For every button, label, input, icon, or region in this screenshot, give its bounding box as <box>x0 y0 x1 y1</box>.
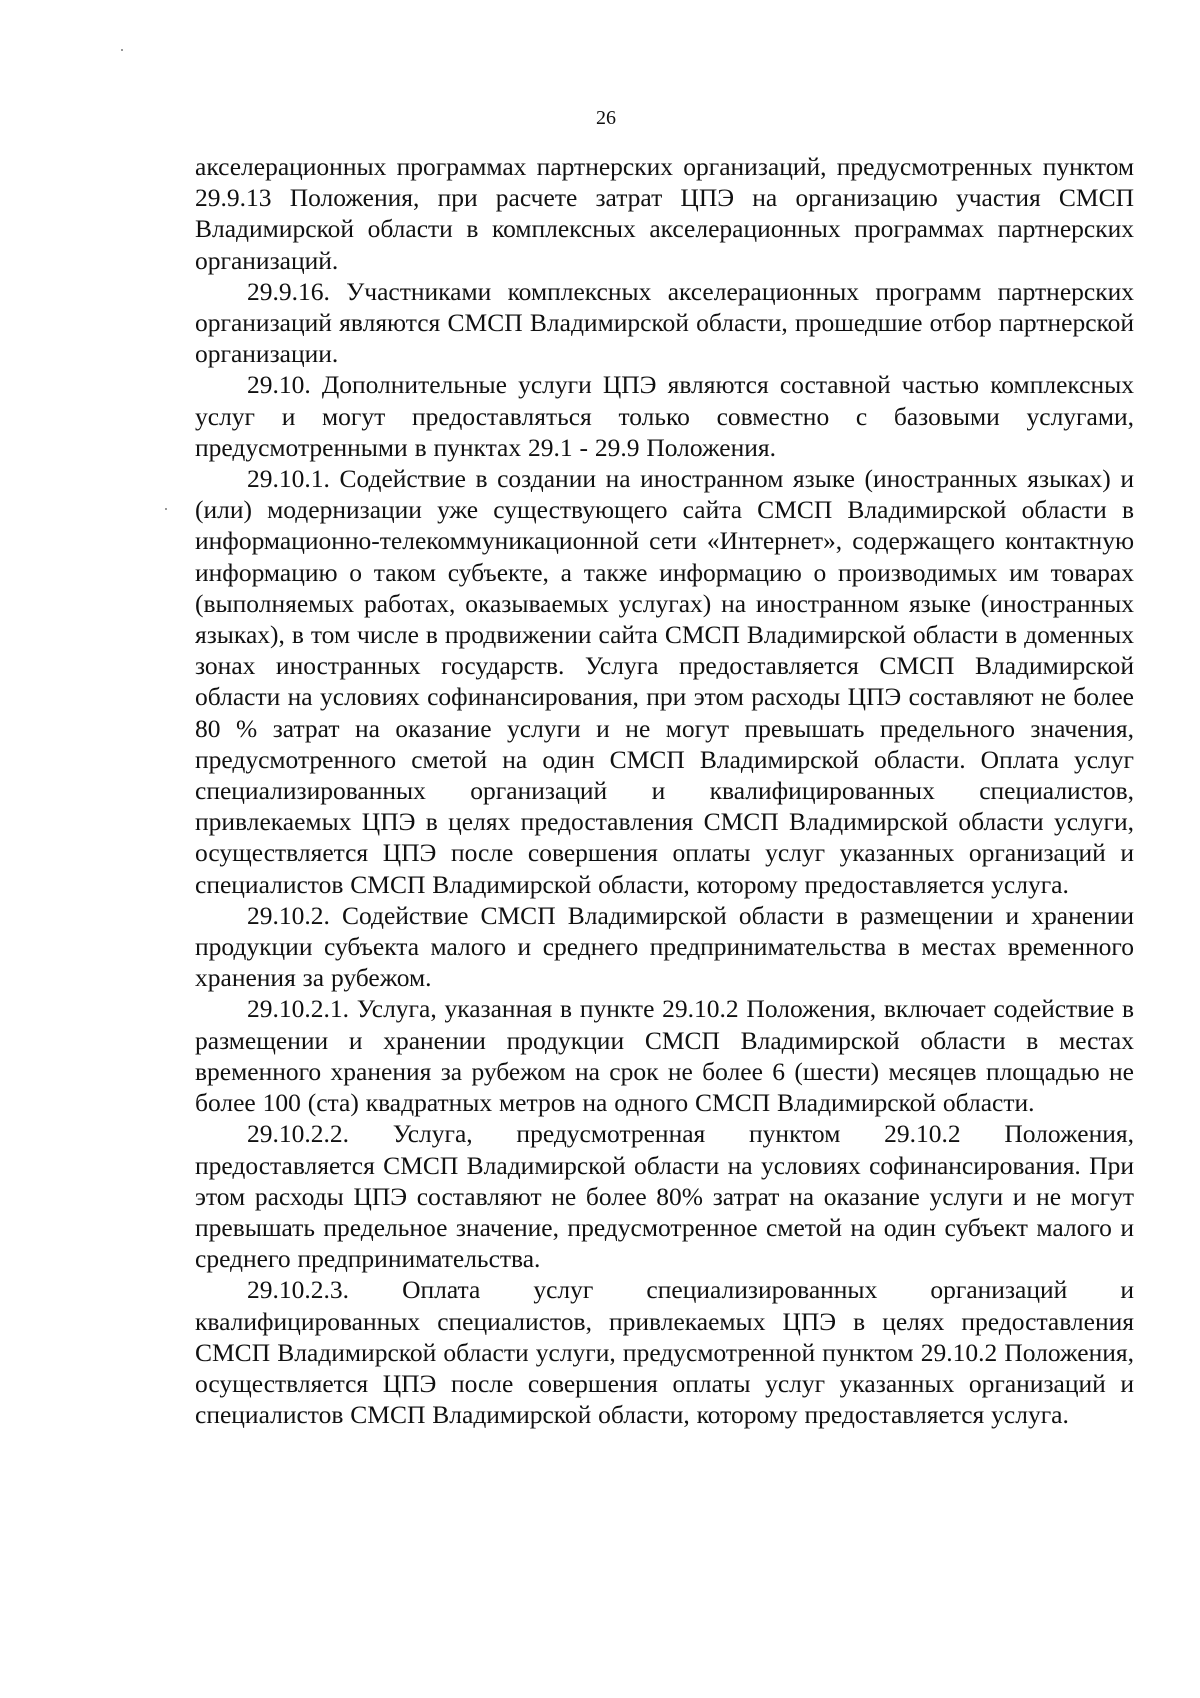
paragraph-29-10-2-2: 29.10.2.2. Услуга, предусмотренная пунктом 29.10.2 Положения, предоставляется СМСП Владимирской области на условиях софинансирования. При этом расходы ЦПЭ составляют не более 80% затрат на оказание услуги и не могут превышать предельное значение, предусмотренное сметой на один субъект малого и среднего предпринимательства. <box>195 1119 1134 1274</box>
scan-speck <box>121 49 123 51</box>
paragraph-29-10-2: 29.10.2. Содействие СМСП Владимирской области в размещении и хранении продукции субъекта малого и среднего предпринимательства в местах временного хранения за рубежом. <box>195 900 1134 993</box>
paragraph-29-10-2-1: 29.10.2.1. Услуга, указанная в пункте 29.10.2 Положения, включает содействие в размещении и хранении продукции СМСП Владимирской области в местах временного хранения за рубежом на срок не более 6 (шести) месяцев площадью не более 100 (ста) квадратных метров на одного СМСП Владимирской области. <box>195 994 1134 1118</box>
paragraph-29-10-1: 29.10.1. Содействие в создании на иностранном языке (иностранных языках) и (или) модернизации уже существующего сайта СМСП Владимирской области в информационно-телекоммуникационной сети «Интернет», содержащего контактную информацию о таком субъекте, а также информацию о производимых им товарах (выполняемых работах, оказываемых услугах) на иностранном языке (иностранных языках), в том числе в продвижении сайта СМСП Владимирской области в доменных зонах иностранных государств. Услуга предоставляется СМСП Владимирской области на условиях софинансирования, при этом расходы ЦПЭ составляют не более 80 % затрат на оказание услуги и не могут превышать предельного значения, предусмотренного сметой на один СМСП Владимирской области. Оплата услуг специализированных организаций и квалифицированных специалистов, привлекаемых ЦПЭ в целях предоставления СМСП Владимирской области услуги, осуществляется ЦПЭ после совершения оплаты услуг указанных организаций и специалистов СМСП Владимирской области, которому предоставляется услуга. <box>195 464 1134 899</box>
scan-speck <box>165 508 167 510</box>
paragraph-29-10: 29.10. Дополнительные услуги ЦПЭ являются составной частью комплексных услуг и могут предоставляться только совместно с базовыми услугами, предусмотренными в пунктах 29.1 - 29.9 Положения. <box>195 370 1134 462</box>
page-number: 26 <box>596 107 616 129</box>
paragraph-continuation: акселерационных программах партнерских организаций, предусмотренных пунктом 29.9.13 Положения, при расчете затрат ЦПЭ на организацию участия СМСП Владимирской области в комплексных акселерационных программах партнерских организаций. <box>195 152 1134 275</box>
paragraph-29-10-2-3: 29.10.2.3. Оплата услуг специализированных организаций и квалифицированных специалистов, привлекаемых ЦПЭ в целях предоставления СМСП Владимирской области услуги, предусмотренной пунктом 29.10.2 Положения, осуществляется ЦПЭ после совершения оплаты услуг указанных организаций и специалистов СМСП Владимирской области, которому предоставляется услуга. <box>195 1275 1134 1430</box>
document-body <box>195 151 1134 1430</box>
paragraph-29-9-16: 29.9.16. Участниками комплексных акселерационных программ партнерских организаций являются СМСП Владимирской области, прошедшие отбор партнерской организации. <box>195 276 1134 369</box>
